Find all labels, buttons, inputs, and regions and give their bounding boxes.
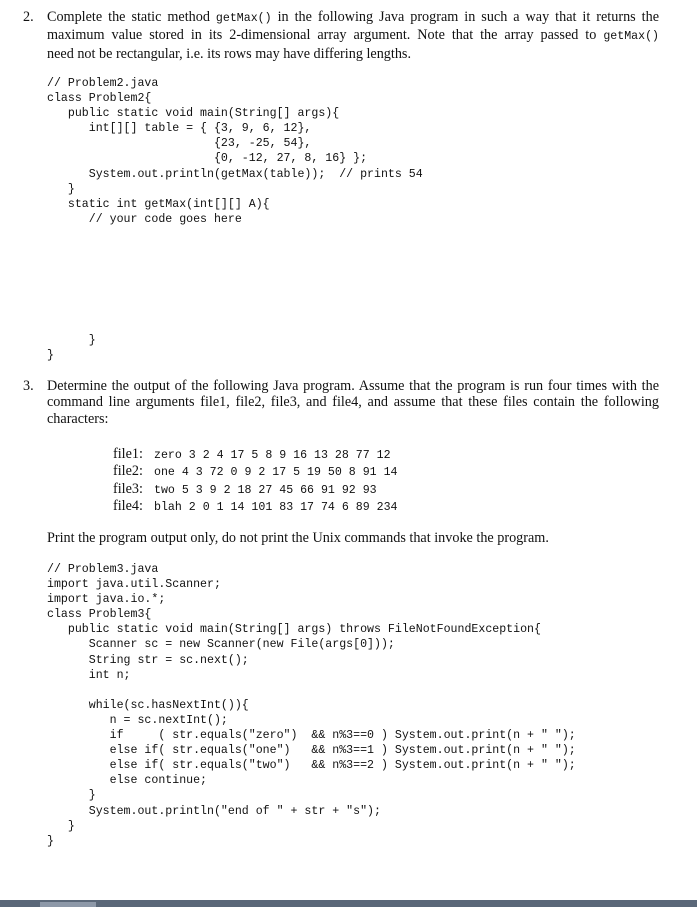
code-line: class Problem3{: [47, 608, 152, 622]
problem3-code-listing: [47, 562, 576, 849]
file-label: file3:: [113, 480, 143, 497]
code-line: {0, -12, 27, 8, 16} };: [47, 152, 368, 166]
code-line: System.out.println(getMax(table)); // prints 54: [47, 167, 423, 181]
problem2-statement-line-3: need not be rectangular, i.e. its rows may have differing lengths.: [47, 45, 411, 62]
code-line: public static void main(String[] args){: [47, 107, 340, 121]
file-contents: one 4 3 72 0 9 2 17 5 19 50 8 91 14: [154, 466, 398, 480]
problem3-statement-line-2: command line arguments file1, file2, file3, and file4, and assume that these files contain the following: [47, 394, 659, 411]
method-name-getmax-2: getMax(): [603, 30, 659, 44]
code-line: else if( str.equals("one") && n%3==1 ) System.out.print(n + " ");: [47, 744, 576, 758]
code-line: import java.io.*;: [47, 593, 166, 607]
code-line: while(sc.hasNextInt()){: [47, 698, 249, 712]
code-line: // Problem3.java: [47, 563, 159, 576]
question-number-2: 2.: [23, 9, 34, 25]
code-line: }: [47, 182, 75, 196]
file-row-4: [113, 497, 398, 514]
file-contents: zero 3 2 4 17 5 8 9 16 13 28 77 12: [154, 449, 391, 462]
problem3-statement-line-1: Determine the output of the following Java program. Assume that the program is run four times with the: [47, 378, 659, 394]
method-name-getmax: getMax(): [215, 12, 272, 25]
code-line: n = sc.nextInt();: [47, 713, 228, 727]
code-line: import java.util.Scanner;: [47, 578, 221, 592]
code-line: static int getMax(int[][] A){: [47, 197, 270, 211]
code-line: Scanner sc = new Scanner(new File(args[0]));: [47, 638, 395, 652]
code-line: System.out.println("end of " + str + "s");: [47, 804, 381, 818]
code-line: int[][] table = { {3, 9, 6, 12},: [47, 122, 312, 136]
taskbar-item[interactable]: [40, 902, 96, 907]
problem3-statement-line-3: characters:: [47, 410, 109, 427]
file-contents: blah 2 0 1 14 101 83 17 74 6 89 234: [154, 500, 398, 514]
code-line: public static void main(String[] args) throws FileNotFoundException{: [47, 623, 541, 637]
problem2-statement: [47, 9, 659, 62]
code-line: class Problem2{: [47, 92, 152, 106]
question-number-3: 3.: [23, 378, 34, 394]
code-line: else if( str.equals("two") && n%3==2 ) System.out.print(n + " ");: [47, 759, 576, 773]
code-line: }: [47, 819, 75, 833]
file-contents: two 5 3 9 2 18 27 45 66 91 92 93: [154, 483, 377, 497]
file-row-2: [113, 462, 398, 479]
file-label: file1:: [113, 446, 143, 462]
problem2-code-listing: [47, 76, 423, 363]
problem3-instruction: Print the program output only, do not print the Unix commands that invoke the program.: [47, 530, 549, 546]
code-line: int n;: [47, 668, 131, 682]
code-line: }: [47, 333, 96, 347]
code-line: if ( str.equals("zero") && n%3==0 ) System.out.print(n + " ");: [47, 729, 576, 743]
file-label: file4:: [113, 497, 143, 514]
file-contents-list: [113, 445, 398, 514]
code-line: }: [47, 834, 54, 848]
code-line: }: [47, 789, 96, 803]
problem2-statement-line-2: maximum value stored in its 2-dimensional array argument. Note that the array passed to getMax(): [47, 27, 659, 44]
file-label: file2:: [113, 463, 143, 480]
file-row-3: [113, 480, 398, 497]
problem2-statement-line-1: Complete the static method getMax() in the following Java program in such a way that it returns the: [47, 9, 659, 25]
code-line: }: [47, 348, 54, 362]
taskbar-strip: [0, 900, 697, 907]
code-line: // your code goes here: [47, 212, 242, 226]
file-row-1: [113, 445, 398, 462]
code-line: else continue;: [47, 774, 208, 788]
code-line: // Problem2.java: [47, 77, 159, 90]
problem3-statement: [47, 378, 659, 427]
code-line: String str = sc.next();: [47, 653, 249, 667]
code-line: {23, -25, 54},: [47, 137, 312, 151]
